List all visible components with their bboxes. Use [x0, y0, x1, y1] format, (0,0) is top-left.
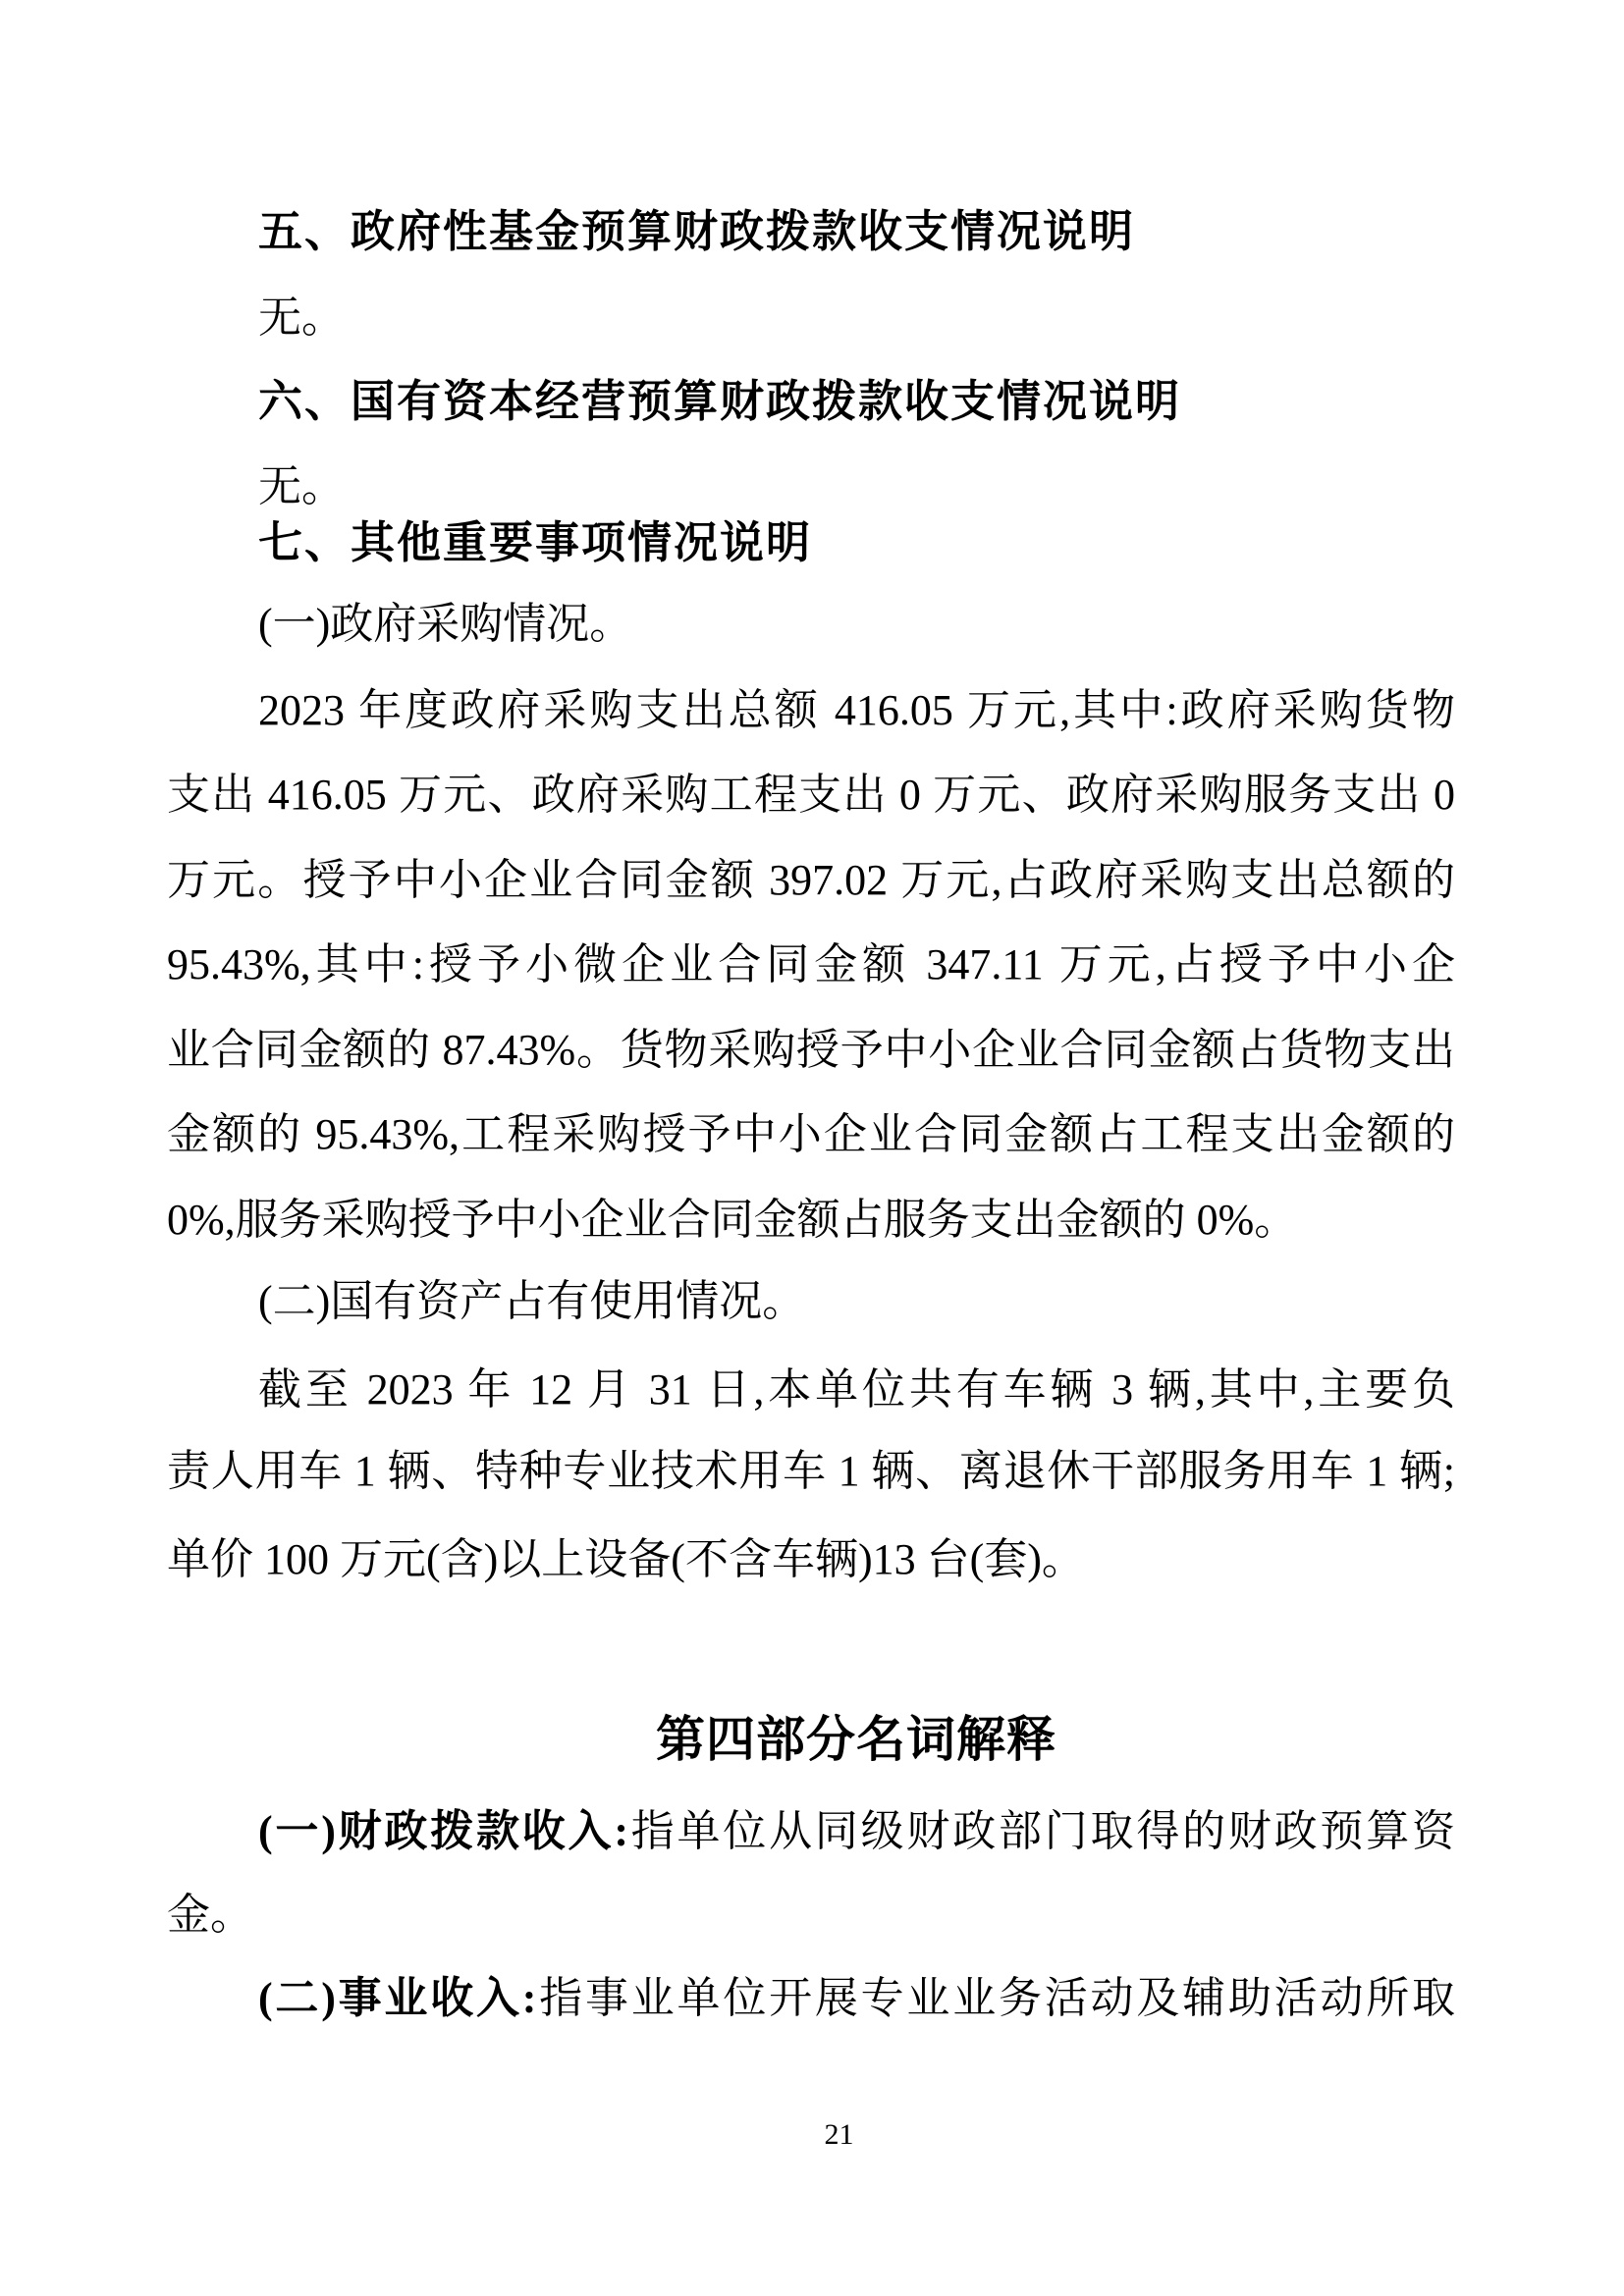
para-none-2: 无。: [258, 462, 345, 510]
para-procurement-line-4: 95.43%,其中:授予小微企业合同金额 347.11 万元,占授予中小企: [167, 940, 1455, 988]
heading-state-capital-budget: 六、国有资本经营预算财政拨款收支情况说明: [258, 376, 1182, 426]
def-operational-income-term: (二)事业收入:: [258, 1974, 537, 2022]
def-fiscal-appropriation-text: 指单位从同级财政部门取得的财政预算资: [627, 1807, 1455, 1855]
para-procurement-line-5: 业合同金额的 87.43%。货物采购授予中小企业合同金额占货物支出: [167, 1026, 1455, 1074]
para-procurement-line-1: 2023 年度政府采购支出总额 416.05 万元,其中:政府采购货物: [258, 686, 1455, 734]
para-procurement-line-6: 金额的 95.43%,工程采购授予中小企业合同金额占工程支出金额的: [167, 1110, 1455, 1158]
def-fiscal-appropriation-term: (一)财政拨款收入:: [258, 1807, 628, 1855]
def-fiscal-appropriation-line-1: [167, 1806, 1455, 1858]
para-none-1: 无。: [258, 294, 345, 342]
heading-gov-fund-budget: 五、政府性基金预算财政拨款收支情况说明: [258, 206, 1136, 256]
para-procurement-line-2: 支出 416.05 万元、政府采购工程支出 0 万元、政府采购服务支出 0: [167, 771, 1455, 819]
para-assets-line-2: 责人用车 1 辆、特种专业技术用车 1 辆、离退休干部服务用车 1 辆;: [167, 1447, 1455, 1495]
def-fiscal-appropriation-line-2: 金。: [167, 1891, 253, 1939]
para-assets-line-3: 单价 100 万元(含)以上设备(不含车辆)13 台(套)。: [167, 1535, 1085, 1583]
para-procurement-line-7: 0%,服务采购授予中小企业合同金额占服务支出金额的 0%。: [167, 1196, 1298, 1244]
para-assets-line-1: 截至 2023 年 12 月 31 日,本单位共有车辆 3 辆,其中,主要负: [258, 1365, 1455, 1414]
para-procurement-line-3: 万元。授予中小企业合同金额 397.02 万元,占政府采购支出总额的: [167, 856, 1455, 904]
def-operational-income-text: 指事业单位开展专业业务活动及辅助活动所取: [536, 1974, 1455, 2022]
subheading-gov-procurement: (一)政府采购情况。: [258, 600, 633, 648]
def-operational-income-line-1: [167, 1973, 1455, 2025]
subheading-state-assets: (二)国有资产占有使用情况。: [258, 1277, 806, 1325]
part4-title: 第四部分名词解释: [656, 1712, 1056, 1767]
heading-other-important-items: 七、其他重要事项情况说明: [258, 517, 813, 567]
page-number: 21: [824, 2118, 854, 2151]
